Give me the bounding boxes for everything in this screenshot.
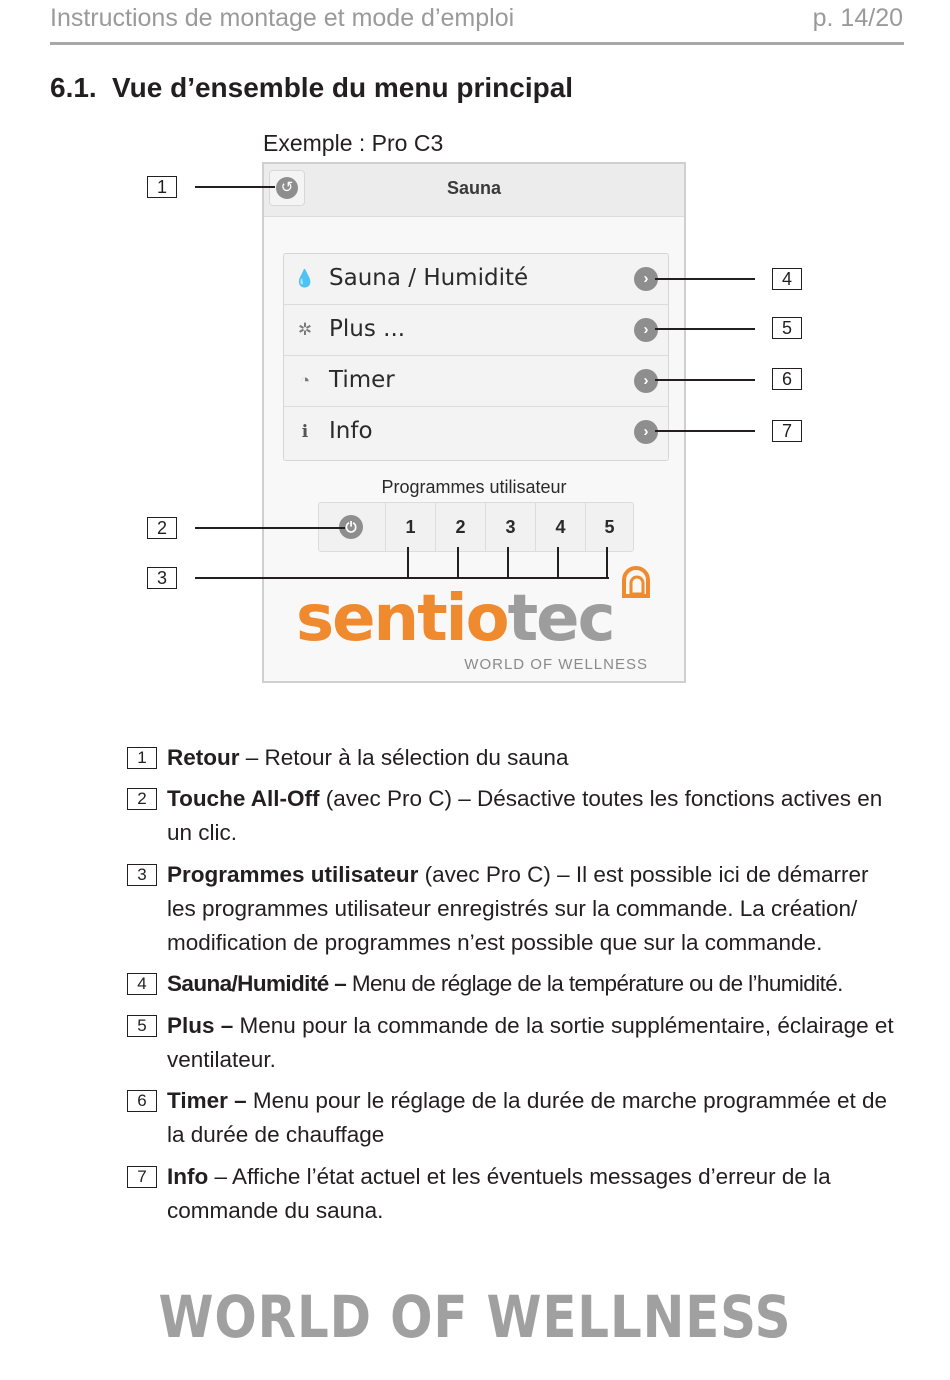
logo-mark-icon <box>620 566 654 600</box>
legend-item-2 <box>127 782 903 850</box>
legend-term: Info <box>167 1164 209 1189</box>
legend-description: (avec Pro C) – Désactive toutes les fonctions actives en un clic. <box>167 786 883 845</box>
chevron-right-icon: › <box>634 420 658 444</box>
chevron-right-icon: › <box>634 267 658 291</box>
callout-tick <box>507 547 509 578</box>
back-icon: ↺ <box>276 177 298 199</box>
menu-item-label: Plus ... <box>329 316 406 342</box>
programs-bar <box>318 502 634 552</box>
callout-2: 2 <box>147 517 177 539</box>
section-number: 6.1. <box>50 72 97 103</box>
menu-item-timer[interactable] <box>284 356 668 407</box>
callout-line-3 <box>195 577 609 579</box>
main-menu <box>283 253 669 461</box>
program-button-5[interactable]: 5 <box>585 503 633 551</box>
legend-number: 6 <box>127 1090 157 1112</box>
legend-term: Sauna/Humidité – <box>167 971 347 996</box>
chevron-right-icon: › <box>634 318 658 342</box>
legend-term: Programmes utilisateur <box>167 862 419 887</box>
callout-tick <box>407 547 409 578</box>
legend-number: 2 <box>127 788 157 810</box>
logo-tagline: WORLD OF WELLNESS <box>464 656 648 673</box>
info-icon: i <box>301 422 309 442</box>
legend-term: Plus – <box>167 1013 234 1038</box>
legend-number: 5 <box>127 1015 157 1037</box>
menu-item-sauna-humidity[interactable] <box>284 254 668 305</box>
callout-line-7 <box>655 430 755 432</box>
footer-brand: WORLD OF WELLNESS <box>158 1283 792 1351</box>
legend-description: Menu pour la commande de la sortie supplémentaire, éclairage et ventilateur. <box>167 1013 894 1072</box>
section-heading <box>50 72 573 104</box>
menu-item-label: Timer <box>329 367 395 393</box>
callout-4: 4 <box>772 268 802 290</box>
power-icon: ⏻ <box>339 515 363 539</box>
legend-item-6 <box>127 1084 903 1152</box>
program-button-2[interactable]: 2 <box>435 503 485 551</box>
legend-description: Menu de réglage de la température ou de l’humidité. <box>346 971 843 996</box>
legend-term: Timer – <box>167 1088 247 1113</box>
legend-item-4 <box>127 967 903 1001</box>
header-divider <box>50 42 904 45</box>
callout-line-4 <box>655 278 755 280</box>
callout-tick <box>557 547 559 578</box>
callout-line-6 <box>655 379 755 381</box>
programs-label: Programmes utilisateur <box>381 477 567 497</box>
sentiotec-logo <box>296 564 656 679</box>
callout-7: 7 <box>772 420 802 442</box>
legend-description: – Retour à la sélection du sauna <box>239 745 569 770</box>
callout-6: 6 <box>772 368 802 390</box>
legend-description: – Affiche l’état actuel et les éventuels messages d’erreur de la commande du sauna. <box>167 1164 831 1223</box>
menu-item-label: Info <box>329 418 373 444</box>
clock-icon: ◔ <box>299 371 311 390</box>
logo-wordmark <box>296 582 614 656</box>
legend-item-1 <box>127 741 903 775</box>
legend-number: 7 <box>127 1166 157 1188</box>
device-title: Sauna <box>446 178 502 198</box>
legend-number: 3 <box>127 864 157 886</box>
callout-line-2 <box>195 527 345 529</box>
fan-icon: ✲ <box>297 320 313 339</box>
menu-item-plus[interactable] <box>284 305 668 356</box>
legend-term: Touche All-Off <box>167 786 320 811</box>
document-title: Instructions de montage et mode d’emploi <box>50 4 515 32</box>
device-screen <box>262 162 686 683</box>
menu-item-label: Sauna / Humidité <box>329 265 529 291</box>
callout-tick <box>606 547 608 578</box>
callout-line-5 <box>655 328 755 330</box>
legend-description: Menu pour le réglage de la durée de marche programmée et de la durée de chauffage <box>167 1088 888 1147</box>
callout-5: 5 <box>772 317 802 339</box>
callout-tick <box>457 547 459 578</box>
page-number: p. 14/20 <box>812 4 903 32</box>
legend-number: 1 <box>127 747 157 769</box>
legend-item-7 <box>127 1160 903 1228</box>
callout-1: 1 <box>147 176 177 198</box>
legend-item-5 <box>127 1009 903 1077</box>
section-title: Vue d’ensemble du menu principal <box>112 72 574 103</box>
example-caption: Exemple : Pro C3 <box>263 130 444 156</box>
legend-description: (avec Pro C) – Il est possible ici de démarrer les programmes utilisateur enregistrés sur la commande. La création/ modification de programmes n’est possible que sur la commande. <box>167 862 869 955</box>
legend-item-3 <box>127 858 903 960</box>
legend-number: 4 <box>127 973 157 995</box>
program-button-4[interactable]: 4 <box>535 503 585 551</box>
program-button-3[interactable]: 3 <box>485 503 535 551</box>
callout-line-1 <box>195 186 275 188</box>
droplets-icon: 💧 <box>294 269 316 288</box>
chevron-right-icon: › <box>634 369 658 393</box>
legend-term: Retour <box>167 745 240 770</box>
logo-part-tec: tec <box>507 582 614 656</box>
menu-item-info[interactable] <box>284 407 668 458</box>
logo-part-sentio: sentio <box>296 582 508 656</box>
device-topbar <box>264 164 684 217</box>
program-button-1[interactable]: 1 <box>385 503 435 551</box>
callout-3: 3 <box>147 567 177 589</box>
